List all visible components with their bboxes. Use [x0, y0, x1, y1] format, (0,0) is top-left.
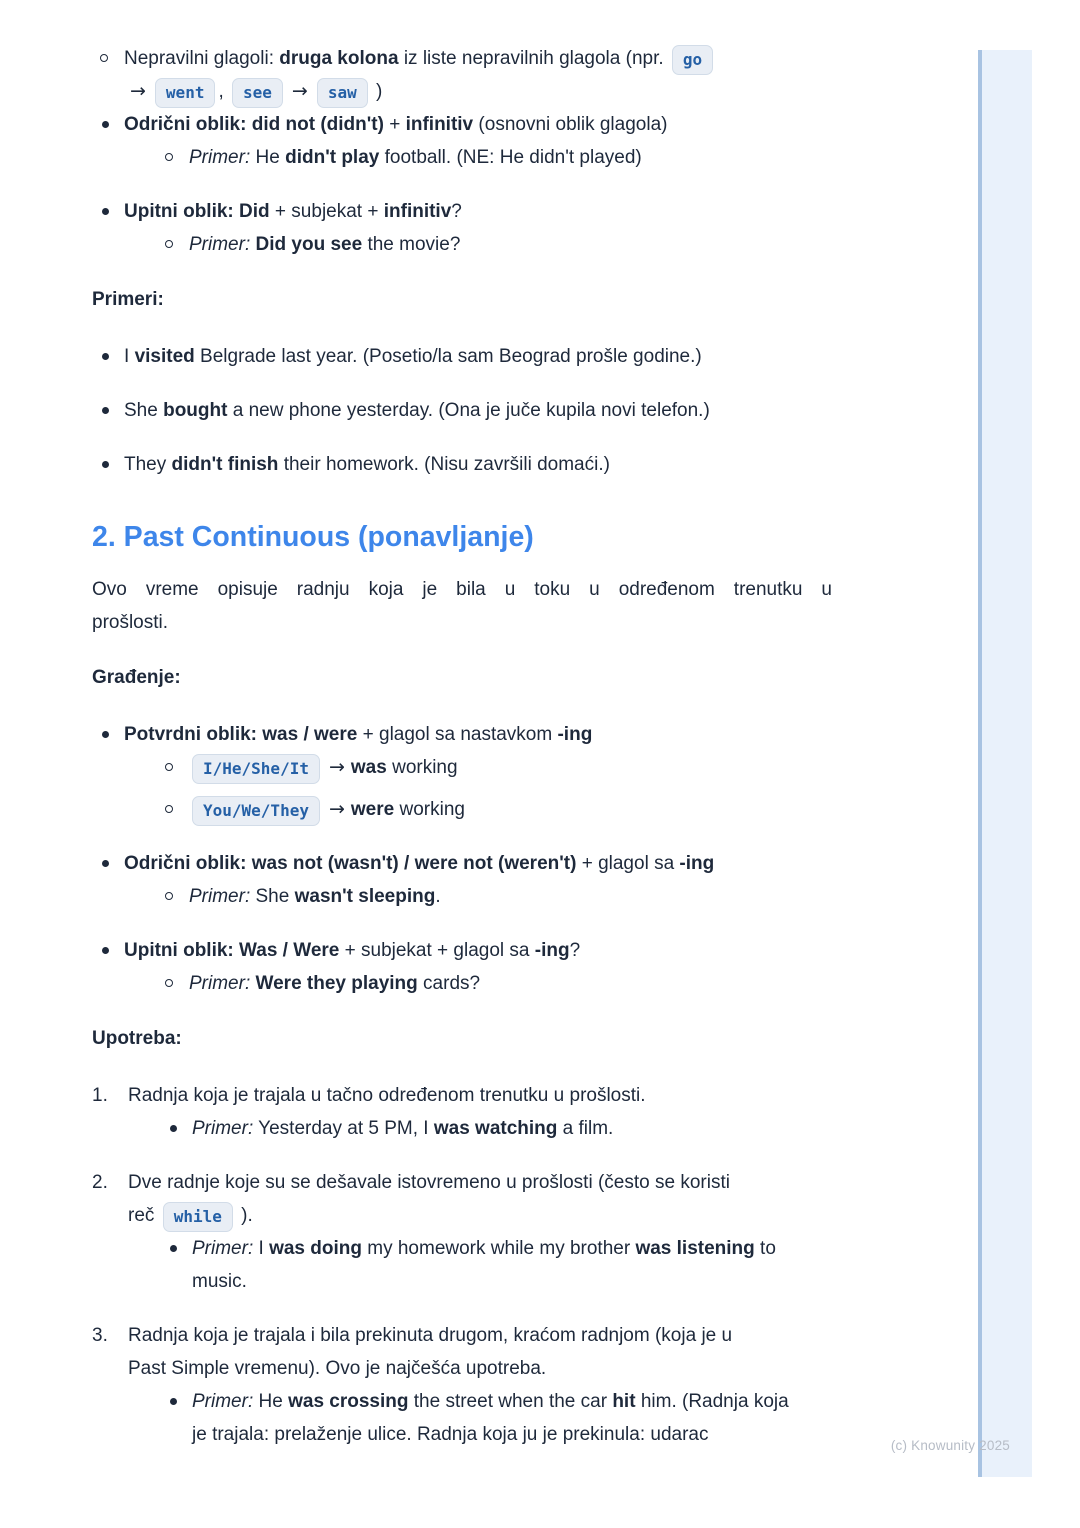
bold-text: were	[350, 799, 395, 820]
sub-list-item	[160, 1232, 832, 1298]
sub-list-item	[160, 1112, 832, 1145]
bold-text: hit	[612, 1391, 636, 1412]
text-segment: Yesterday at 5 PM, I	[253, 1118, 434, 1139]
irregular-verbs-list	[92, 42, 832, 108]
italic-label: Primer:	[189, 973, 251, 994]
text-segment: Belgrade last year. (Posetio/la sam Beograd prošle godine.)	[194, 346, 702, 367]
text-segment: their homework. (Nisu završili domaći.)	[278, 454, 610, 475]
text-segment: I	[124, 346, 135, 367]
bold-text: was	[350, 757, 387, 778]
list-item-text	[124, 718, 832, 751]
paragraph-line: Ovo vreme opisuje radnju koja je bila u toku u određenom trenutku u	[92, 579, 832, 600]
text-segment: ).	[235, 1205, 253, 1226]
bullet-marker	[102, 947, 109, 954]
text-segment: She	[250, 886, 295, 907]
text-segment: my homework while my brother	[361, 1238, 636, 1259]
list-item-text	[128, 1079, 832, 1112]
italic-label: Primer:	[189, 886, 251, 907]
bullet-marker	[170, 1398, 177, 1405]
circle-marker	[165, 240, 173, 248]
code-badge: see	[232, 78, 283, 108]
text-segment: Past Simple vremenu). Ovo je najčešća upotreba.	[128, 1358, 547, 1379]
circle-marker	[100, 54, 108, 62]
sub-list	[128, 1112, 832, 1145]
text-segment: je trajala: prelaženje ulice. Radnja koja ju je prekinula: udarac	[192, 1424, 709, 1445]
sub-list	[124, 141, 832, 174]
list-item-text	[124, 195, 832, 228]
sub-list	[124, 228, 832, 261]
circle-marker	[165, 805, 173, 813]
item-number: 2.	[92, 1172, 108, 1193]
text-segment: reč	[128, 1205, 160, 1226]
bullet-marker	[102, 731, 109, 738]
bold-text: infinitiv	[383, 201, 452, 222]
italic-label: Primer:	[192, 1238, 254, 1259]
bullet-marker	[102, 860, 109, 867]
text-segment: Dve radnje koje su se dešavale istovremeno u prošlosti (često se koristi	[128, 1172, 730, 1193]
past-simple-examples-list	[92, 340, 832, 481]
text-segment: iz liste nepravilnih glagola (npr.	[398, 48, 669, 69]
bold-text: -ing	[679, 853, 715, 874]
label-primeri: Primeri:	[92, 289, 164, 310]
document-content	[92, 42, 832, 1451]
watermark: (c) Knowunity 2025	[890, 1438, 1010, 1453]
sub-list	[128, 1385, 832, 1451]
bold-text: Were they playing	[255, 973, 418, 994]
text-segment: He	[250, 147, 286, 168]
bullet-marker	[170, 1125, 177, 1132]
list-item	[92, 1079, 832, 1145]
text-segment: + glagol sa nastavkom	[357, 724, 558, 745]
sub-list-item	[157, 880, 832, 913]
text-segment: He	[253, 1391, 289, 1412]
code-badge: go	[672, 45, 713, 75]
list-item	[92, 448, 832, 481]
code-badge: went	[155, 78, 216, 108]
bold-text: Did you see	[255, 234, 363, 255]
sub-list	[124, 880, 832, 913]
bold-text: didn't finish	[171, 454, 279, 475]
text-segment: working	[394, 799, 465, 820]
list-item	[92, 934, 832, 1000]
sub-list-item	[157, 141, 832, 174]
label-upotreba: Upotreba:	[92, 1028, 182, 1049]
bold-text: Upitni oblik: Did	[124, 201, 270, 222]
item-number: 3.	[92, 1325, 108, 1346]
bold-text: -ing	[534, 940, 570, 961]
bold-text: was listening	[635, 1238, 755, 1259]
bold-text: Odrični oblik: was not (wasn't) / were not (weren't)	[124, 853, 577, 874]
text-segment: Radnja koja je trajala i bila prekinuta drugom, kraćom radnjom (koja je u	[128, 1325, 733, 1346]
sub-list	[124, 967, 832, 1000]
page-edge-strip	[978, 50, 1032, 1477]
italic-label: Primer:	[192, 1118, 254, 1139]
text-segment: music.	[192, 1271, 247, 1292]
arrow-right-icon: →	[130, 80, 146, 102]
sub-list	[128, 1232, 832, 1298]
text-segment: + subjekat +	[269, 201, 384, 222]
bold-text: was watching	[433, 1118, 558, 1139]
list-item-text	[124, 340, 832, 373]
list-item	[92, 340, 832, 373]
list-item-text	[124, 394, 832, 427]
code-badge: saw	[317, 78, 368, 108]
text-segment: a new phone yesterday. (Ona je juče kupila novi telefon.)	[227, 400, 710, 421]
list-item	[92, 195, 832, 261]
text-segment: + glagol sa	[576, 853, 680, 874]
sub-list	[124, 751, 832, 826]
text-segment: ?	[451, 201, 462, 222]
bullet-marker	[102, 121, 109, 128]
code-badge: I/He/She/It	[192, 754, 320, 784]
text-segment: I	[253, 1238, 270, 1259]
list-item	[92, 394, 832, 427]
list-item-text	[128, 1166, 832, 1232]
circle-marker	[165, 892, 173, 900]
list-item	[92, 1166, 832, 1298]
label-gradjenje: Građenje:	[92, 667, 181, 688]
text-segment: She	[124, 400, 164, 421]
text-segment: working	[386, 757, 458, 778]
bullet-marker	[102, 208, 109, 215]
item-number: 1.	[92, 1085, 108, 1106]
past-continuous-forms-list	[92, 718, 832, 1000]
arrow-right-icon: →	[328, 798, 345, 820]
text-segment: football. (NE: He didn't played)	[379, 147, 642, 168]
italic-label: Primer:	[189, 147, 251, 168]
bold-text: Potvrdni oblik: was / were	[124, 724, 358, 745]
bold-text: didn't play	[285, 147, 380, 168]
past-simple-forms-list	[92, 108, 832, 261]
text-segment: )	[370, 81, 383, 102]
list-item	[92, 847, 832, 913]
list-item	[92, 1319, 832, 1451]
list-item-text	[124, 847, 832, 880]
bold-text: Odrični oblik: did not (didn't)	[124, 114, 384, 135]
list-item-text	[124, 108, 832, 141]
sub-list-item	[160, 1385, 832, 1451]
text-segment: Radnja koja je trajala u tačno određenom trenutku u prošlosti.	[128, 1085, 646, 1106]
bold-text: infinitiv	[405, 114, 474, 135]
text-segment: to	[754, 1238, 776, 1259]
code-badge: You/We/They	[192, 796, 320, 826]
text-segment: cards?	[417, 973, 481, 994]
code-badge: while	[163, 1202, 233, 1232]
bold-text: was crossing	[288, 1391, 409, 1412]
sub-list-item	[157, 967, 832, 1000]
text-segment: +	[383, 114, 406, 135]
circle-marker	[165, 153, 173, 161]
bold-text: druga kolona	[279, 48, 399, 69]
bold-text: wasn't sleeping	[294, 886, 436, 907]
text-segment: (osnovni oblik glagola)	[473, 114, 668, 135]
list-item-text	[128, 1319, 832, 1385]
text-segment: the street when the car	[408, 1391, 613, 1412]
list-item	[92, 108, 832, 174]
paragraph-line: prošlosti.	[92, 612, 169, 633]
bullet-marker	[170, 1245, 177, 1252]
arrow-right-icon: →	[328, 756, 345, 778]
list-item	[92, 718, 832, 826]
sub-list-item	[157, 228, 832, 261]
text-segment: a film.	[557, 1118, 614, 1139]
text-segment: They	[124, 454, 172, 475]
list-item	[92, 42, 832, 108]
sub-list-item	[157, 793, 832, 826]
intro-paragraph	[92, 573, 832, 639]
text-segment: him. (Radnja koja	[635, 1391, 789, 1412]
bold-text: was doing	[269, 1238, 362, 1259]
circle-marker	[165, 763, 173, 771]
italic-label: Primer:	[189, 234, 251, 255]
sub-list-item	[157, 751, 832, 784]
circle-marker	[165, 979, 173, 987]
bold-text: Upitni oblik: Was / Were	[124, 940, 340, 961]
bullet-marker	[102, 407, 109, 414]
text-segment: + subjekat + glagol sa	[339, 940, 535, 961]
bold-text: -ing	[557, 724, 593, 745]
text-segment: the movie?	[362, 234, 461, 255]
bullet-marker	[102, 461, 109, 468]
arrow-right-icon: →	[291, 80, 308, 102]
text-segment: ?	[569, 940, 581, 961]
text-segment: ,	[218, 81, 230, 102]
italic-label: Primer:	[192, 1391, 254, 1412]
bold-text: bought	[163, 400, 228, 421]
bullet-marker	[102, 353, 109, 360]
text-segment: Nepravilni glagoli:	[124, 48, 280, 69]
usage-numbered-list	[92, 1079, 832, 1451]
section-heading-past-continuous: 2. Past Continuous (ponavljanje)	[92, 521, 534, 553]
list-item-text	[124, 934, 832, 967]
list-item-text	[124, 448, 832, 481]
text-segment: .	[435, 886, 441, 907]
bold-text: visited	[134, 346, 195, 367]
